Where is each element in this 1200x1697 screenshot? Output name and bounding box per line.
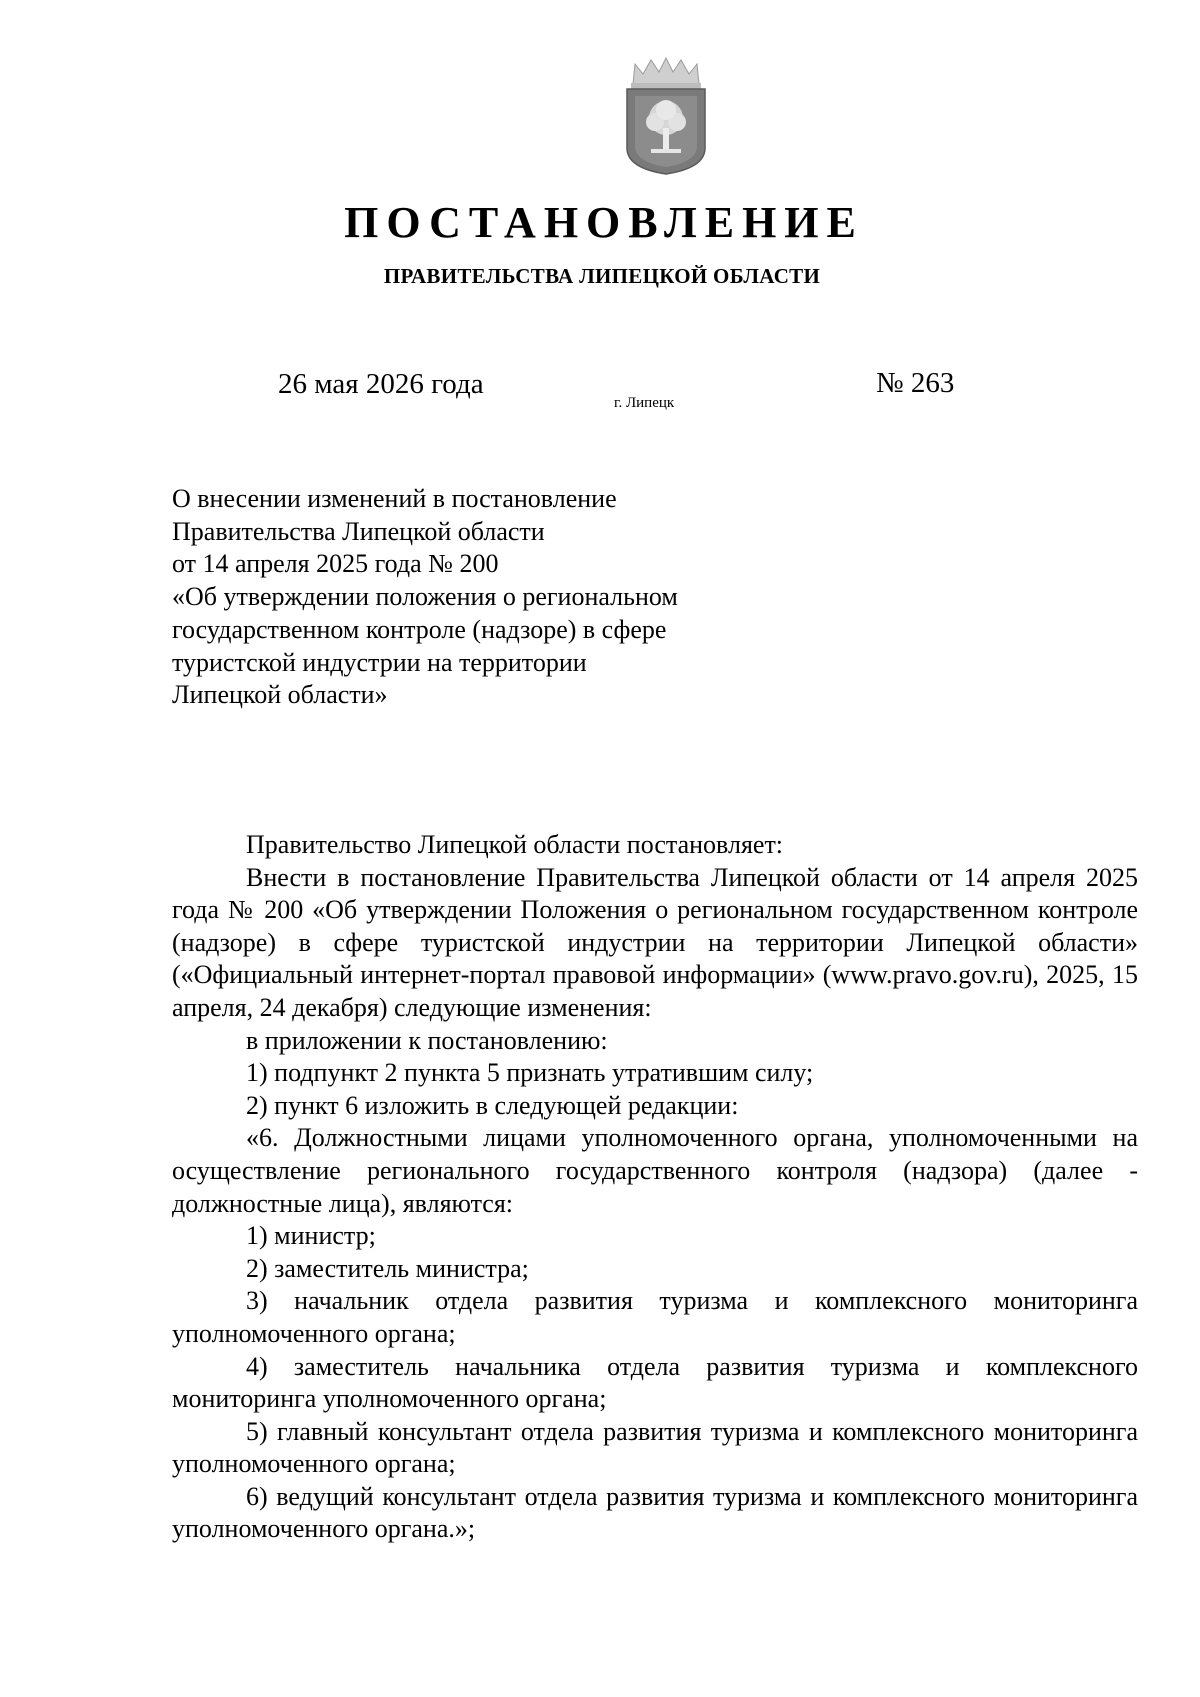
body-paragraph: 2) заместитель министра; [246,1253,529,1283]
subject-line: от 14 апреля 2025 года № 200 [172,549,499,579]
document-date: 26 мая 2026 года [278,368,484,400]
coat-of-arms-icon [621,56,711,176]
document-body [172,829,1138,1546]
subject-line: Липецкой области» [172,680,388,710]
body-paragraph: 1) подпункт 2 пункта 5 признать утратившим силу; [246,1058,814,1088]
subject-line: государственном контроле (надзоре) в сфере [172,614,667,644]
document-subject [172,483,872,712]
body-paragraph: «6. Должностными лицами уполномоченного органа, уполномоченными на осуществление регионального государственного контроля (надзора) (далее - должностные лица), являются: [172,1123,1138,1218]
issuer-subtitle: ПРАВИТЕЛЬСТВА ЛИПЕЦКОЙ ОБЛАСТИ [383,264,821,288]
body-paragraph: в приложении к постановлению: [246,1025,608,1055]
body-paragraph: 1) министр; [246,1221,376,1251]
body-paragraph: 3) начальник отдела развития туризма и комплексного мониторинга уполномоченного органа; [172,1286,1138,1348]
body-paragraph: Правительство Липецкой области постановляет: [246,830,784,859]
document-city: г. Липецк [614,395,675,411]
body-paragraph: 4) заместитель начальника отдела развития туризма и комплексного мониторинга уполномоченного органа; [172,1351,1138,1414]
subject-line: О внесении изменений в постановление [172,484,617,513]
subject-line: туристской индустрии на территории [172,647,587,677]
body-paragraph: Внести в постановление Правительства Липецкой области от 14 апреля 2025 года № 200 «Об утверждении Положения о региональном государственном контроле (надзоре) в сфере туристской индустрии на территории Липецкой области» («Официальный интернет-портал правовой информации» (www.pravo.gov.ru), 2025, 15 апреля, 24 декабря) следующие изменения: [172,862,1138,1022]
body-paragraph: 5) главный консультант отдела развития туризма и комплексного мониторинга уполномоченного органа; [172,1416,1138,1479]
page-title: ПОСТАНОВЛЕНИЕ [344,198,864,247]
document-number: № 263 [876,367,955,399]
subject-line: «Об утверждении положения о региональном [172,582,678,612]
body-paragraph: 6) ведущий консультант отдела развития туризма и комплексного мониторинга уполномоченного органа.»; [172,1481,1138,1544]
subject-line: Правительства Липецкой области [172,516,545,546]
body-paragraph: 2) пункт 6 изложить в следующей редакции: [246,1090,739,1120]
